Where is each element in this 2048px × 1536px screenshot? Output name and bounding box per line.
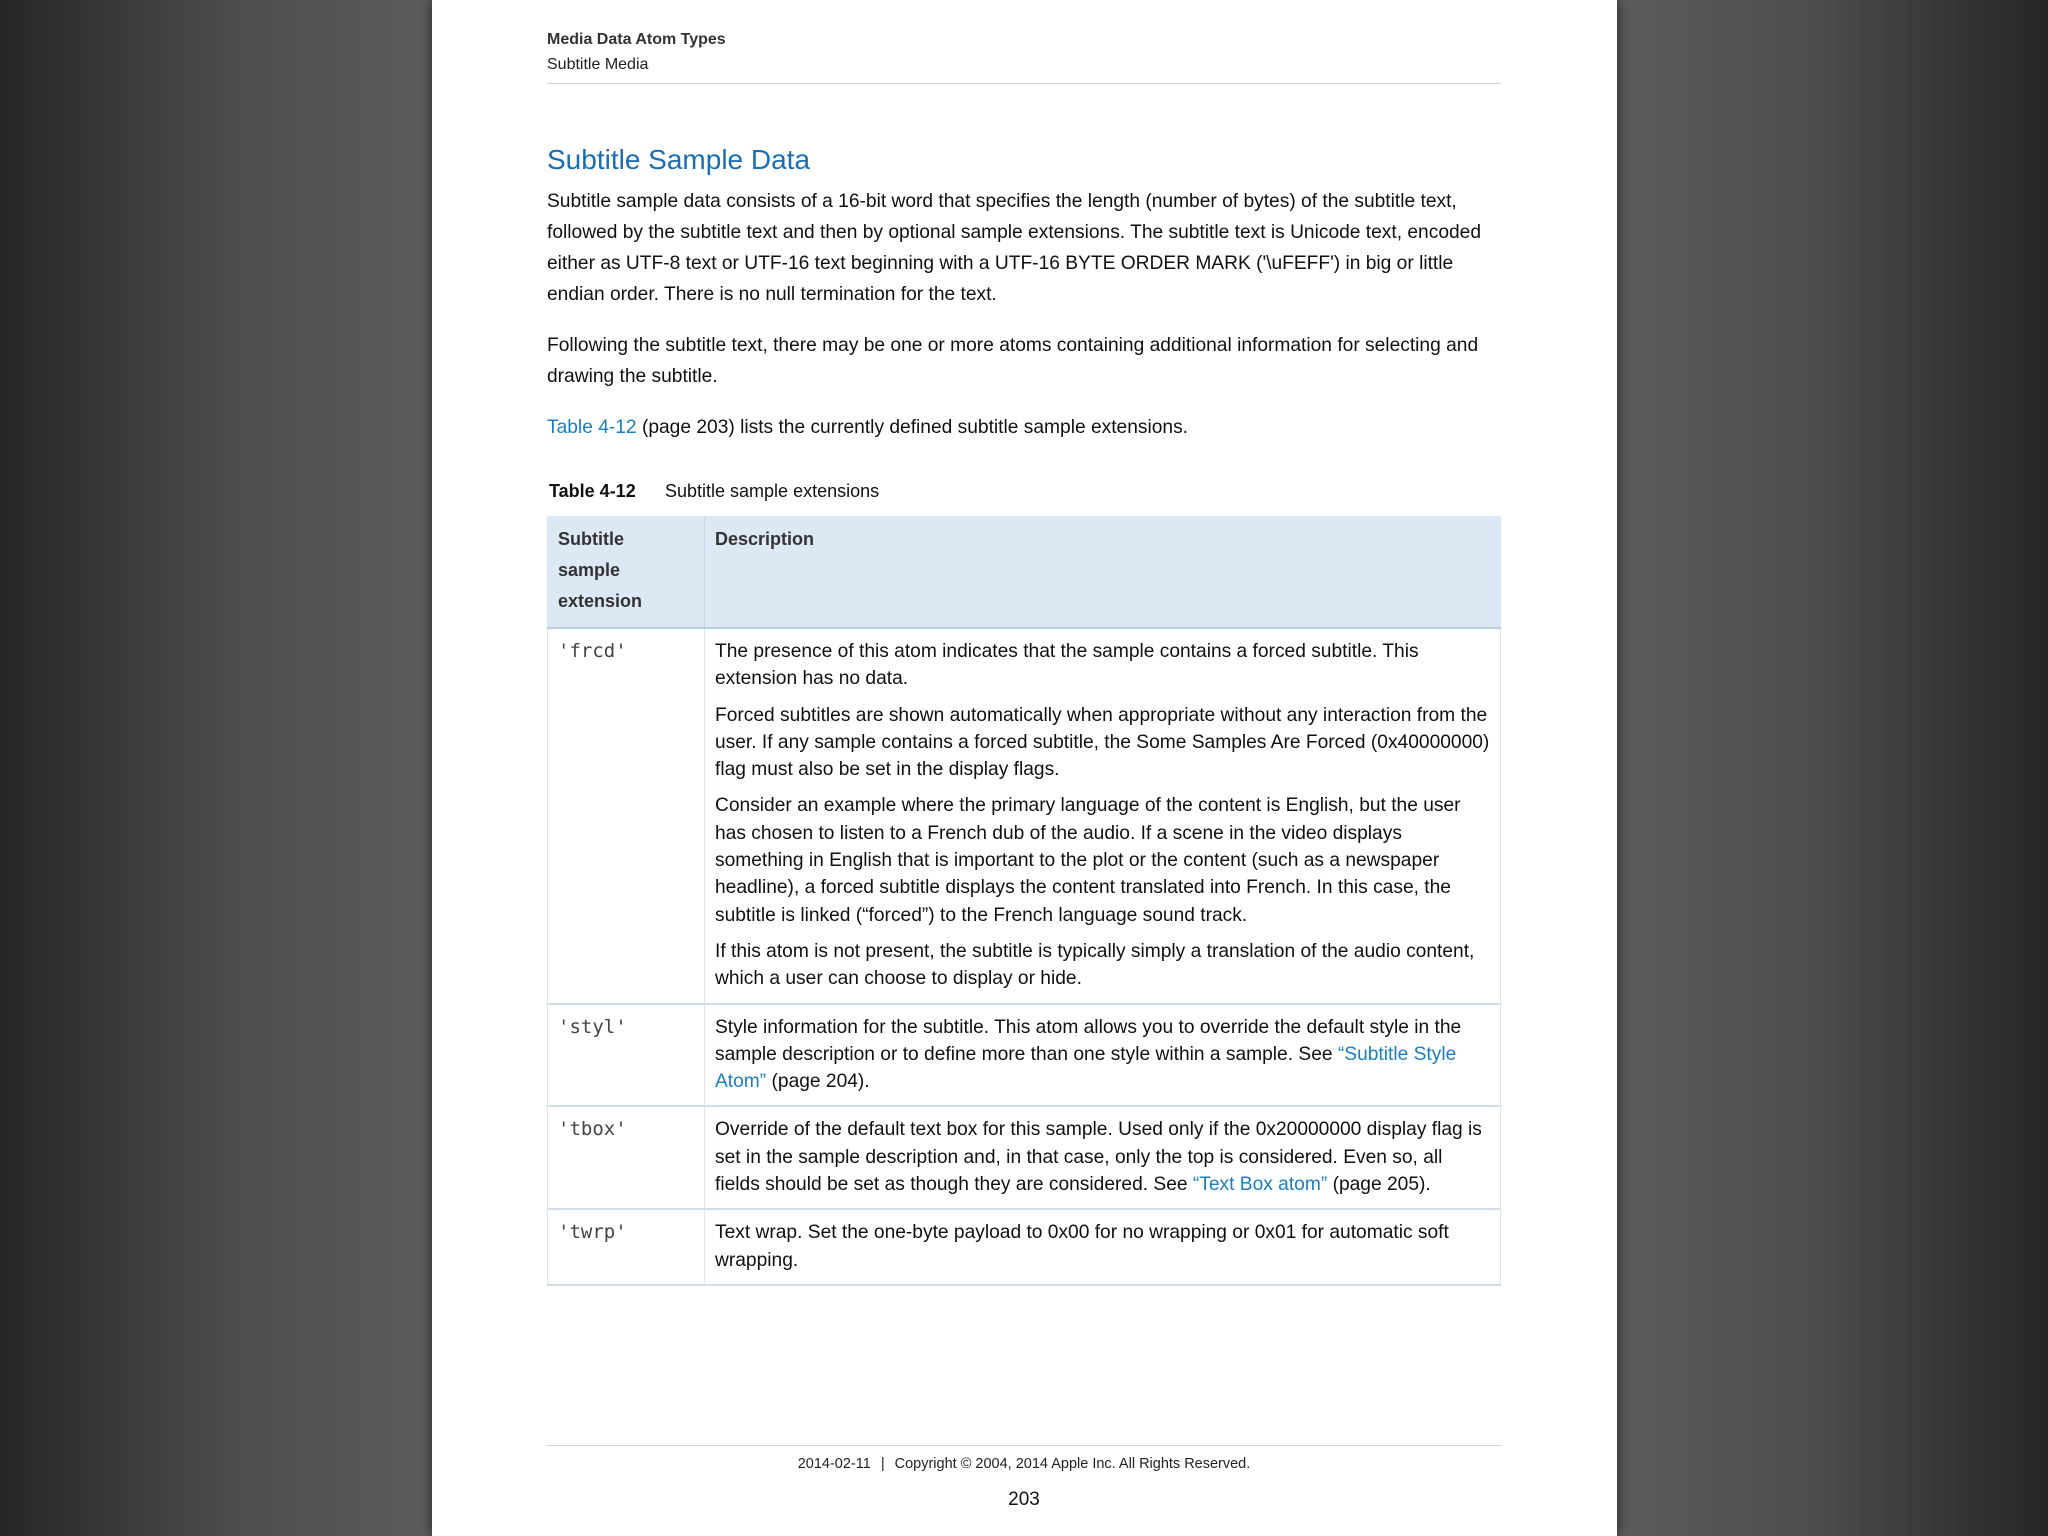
table-caption-title: Subtitle sample extensions [665,481,880,501]
description-text: (page 205). [1327,1174,1431,1196]
extension-description-styl [705,1004,1501,1107]
extension-code-tbox: 'tbox' [548,1106,705,1209]
description-text: Style information for the subtitle. This atom allows you to override the default style in the sample description or to define more than one style within a sample. See [715,1016,1462,1065]
subtitle-extensions-table [547,516,1501,1286]
paragraph-following: Following the subtitle text, there may be one or more atoms containing additional information for selecting and drawing the subtitle. [547,335,1479,387]
section-title: Subtitle Sample Data [547,144,811,175]
page-footer [547,1445,1501,1474]
header-section: Subtitle Media [547,56,649,73]
description-paragraph [715,1116,1490,1198]
table-caption-number: Table 4-12 [549,481,636,501]
table-header-row [548,516,1501,628]
description-text: Override of the default text box for this sample. Used only if the 0x20000000 display flag is set in the sample description and, in that case, only the top is considered. Even so, all fields should be set as though they are considered. See [715,1119,1482,1196]
extension-description-tbox [705,1106,1501,1209]
extension-code-frcd: 'frcd' [548,628,705,1004]
document-page [432,0,1617,1536]
footer-date: 2014-02-11 [797,1456,871,1472]
column-header-extension [548,516,705,628]
subtitle-style-atom-link[interactable]: “Subtitle Style Atom” [715,1043,1457,1093]
paragraph-intro: Subtitle sample data consists of a 16-bit word that specifies the length (number of bytes) of the subtitle text, followed by the subtitle text and then by optional sample extensions. The subtitle text is Unicode text, encoded either as UTF-8 text or UTF-16 text beginning with a UTF-16 BYTE ORDER MARK ('\uFEFF') in big or little endian order. There is no null termination for the text. [547,191,1482,305]
footer-separator: | [880,1456,885,1472]
description-paragraph: If this atom is not present, the subtitle is typically simply a translation of the audio content, which a user can choose to display or hide. [715,940,1475,990]
description-paragraph: Consider an example where the primary language of the content is English, but the user has chosen to listen to a French dub of the audio. If a scene in the video displays something in English that is important to the plot or the content (such as a newspaper headline), a forced subtitle displays the content translated into French. In this case, the subtitle is linked (“forced”) to the French language sound track. [715,795,1461,926]
table-caption [549,478,879,504]
running-header [547,27,1501,84]
table-row [548,1106,1501,1209]
description-paragraph [715,1014,1490,1096]
table-row [548,1209,1501,1285]
extension-description-twrp [705,1209,1501,1285]
column-header-extension-line3: extension [558,591,643,611]
column-header-extension-line2: sample [558,560,621,580]
table-row [548,1004,1501,1107]
table-row [548,628,1501,1004]
description-text: (page 204). [766,1071,870,1093]
text-box-atom-link[interactable]: “Text Box atom” [1192,1174,1328,1196]
viewer-background-left [0,0,432,1536]
table-4-12-link[interactable]: Table 4-12 [547,417,637,438]
extension-description-frcd [705,628,1501,1004]
column-header-description: Description [705,516,1501,628]
extension-code-styl: 'styl' [548,1004,705,1107]
paragraph-table-reference [547,412,1501,443]
column-header-extension-line1: Subtitle [558,529,624,549]
description-paragraph: The presence of this atom indicates that the sample contains a forced subtitle. This extension has no data. [715,641,1419,690]
header-chapter: Media Data Atom Types [547,31,726,48]
paragraph-table-reference-text: (page 203) lists the currently defined subtitle sample extensions. [636,417,1189,438]
description-paragraph: Text wrap. Set the one-byte payload to 0x00 for no wrapping or 0x01 for automatic soft wrapping. [715,1222,1449,1271]
viewer-background-right [1617,0,2048,1536]
footer-copyright: Copyright © 2004, 2014 Apple Inc. All Rights Reserved. [894,1456,1251,1472]
extension-code-twrp: 'twrp' [548,1209,705,1285]
page-number: 203 [1008,1489,1040,1510]
description-paragraph: Forced subtitles are shown automatically when appropriate without any interaction from the user. If any sample contains a forced subtitle, the Some Samples Are Forced (0x40000000) flag must also be set in the display flags. [715,704,1490,781]
